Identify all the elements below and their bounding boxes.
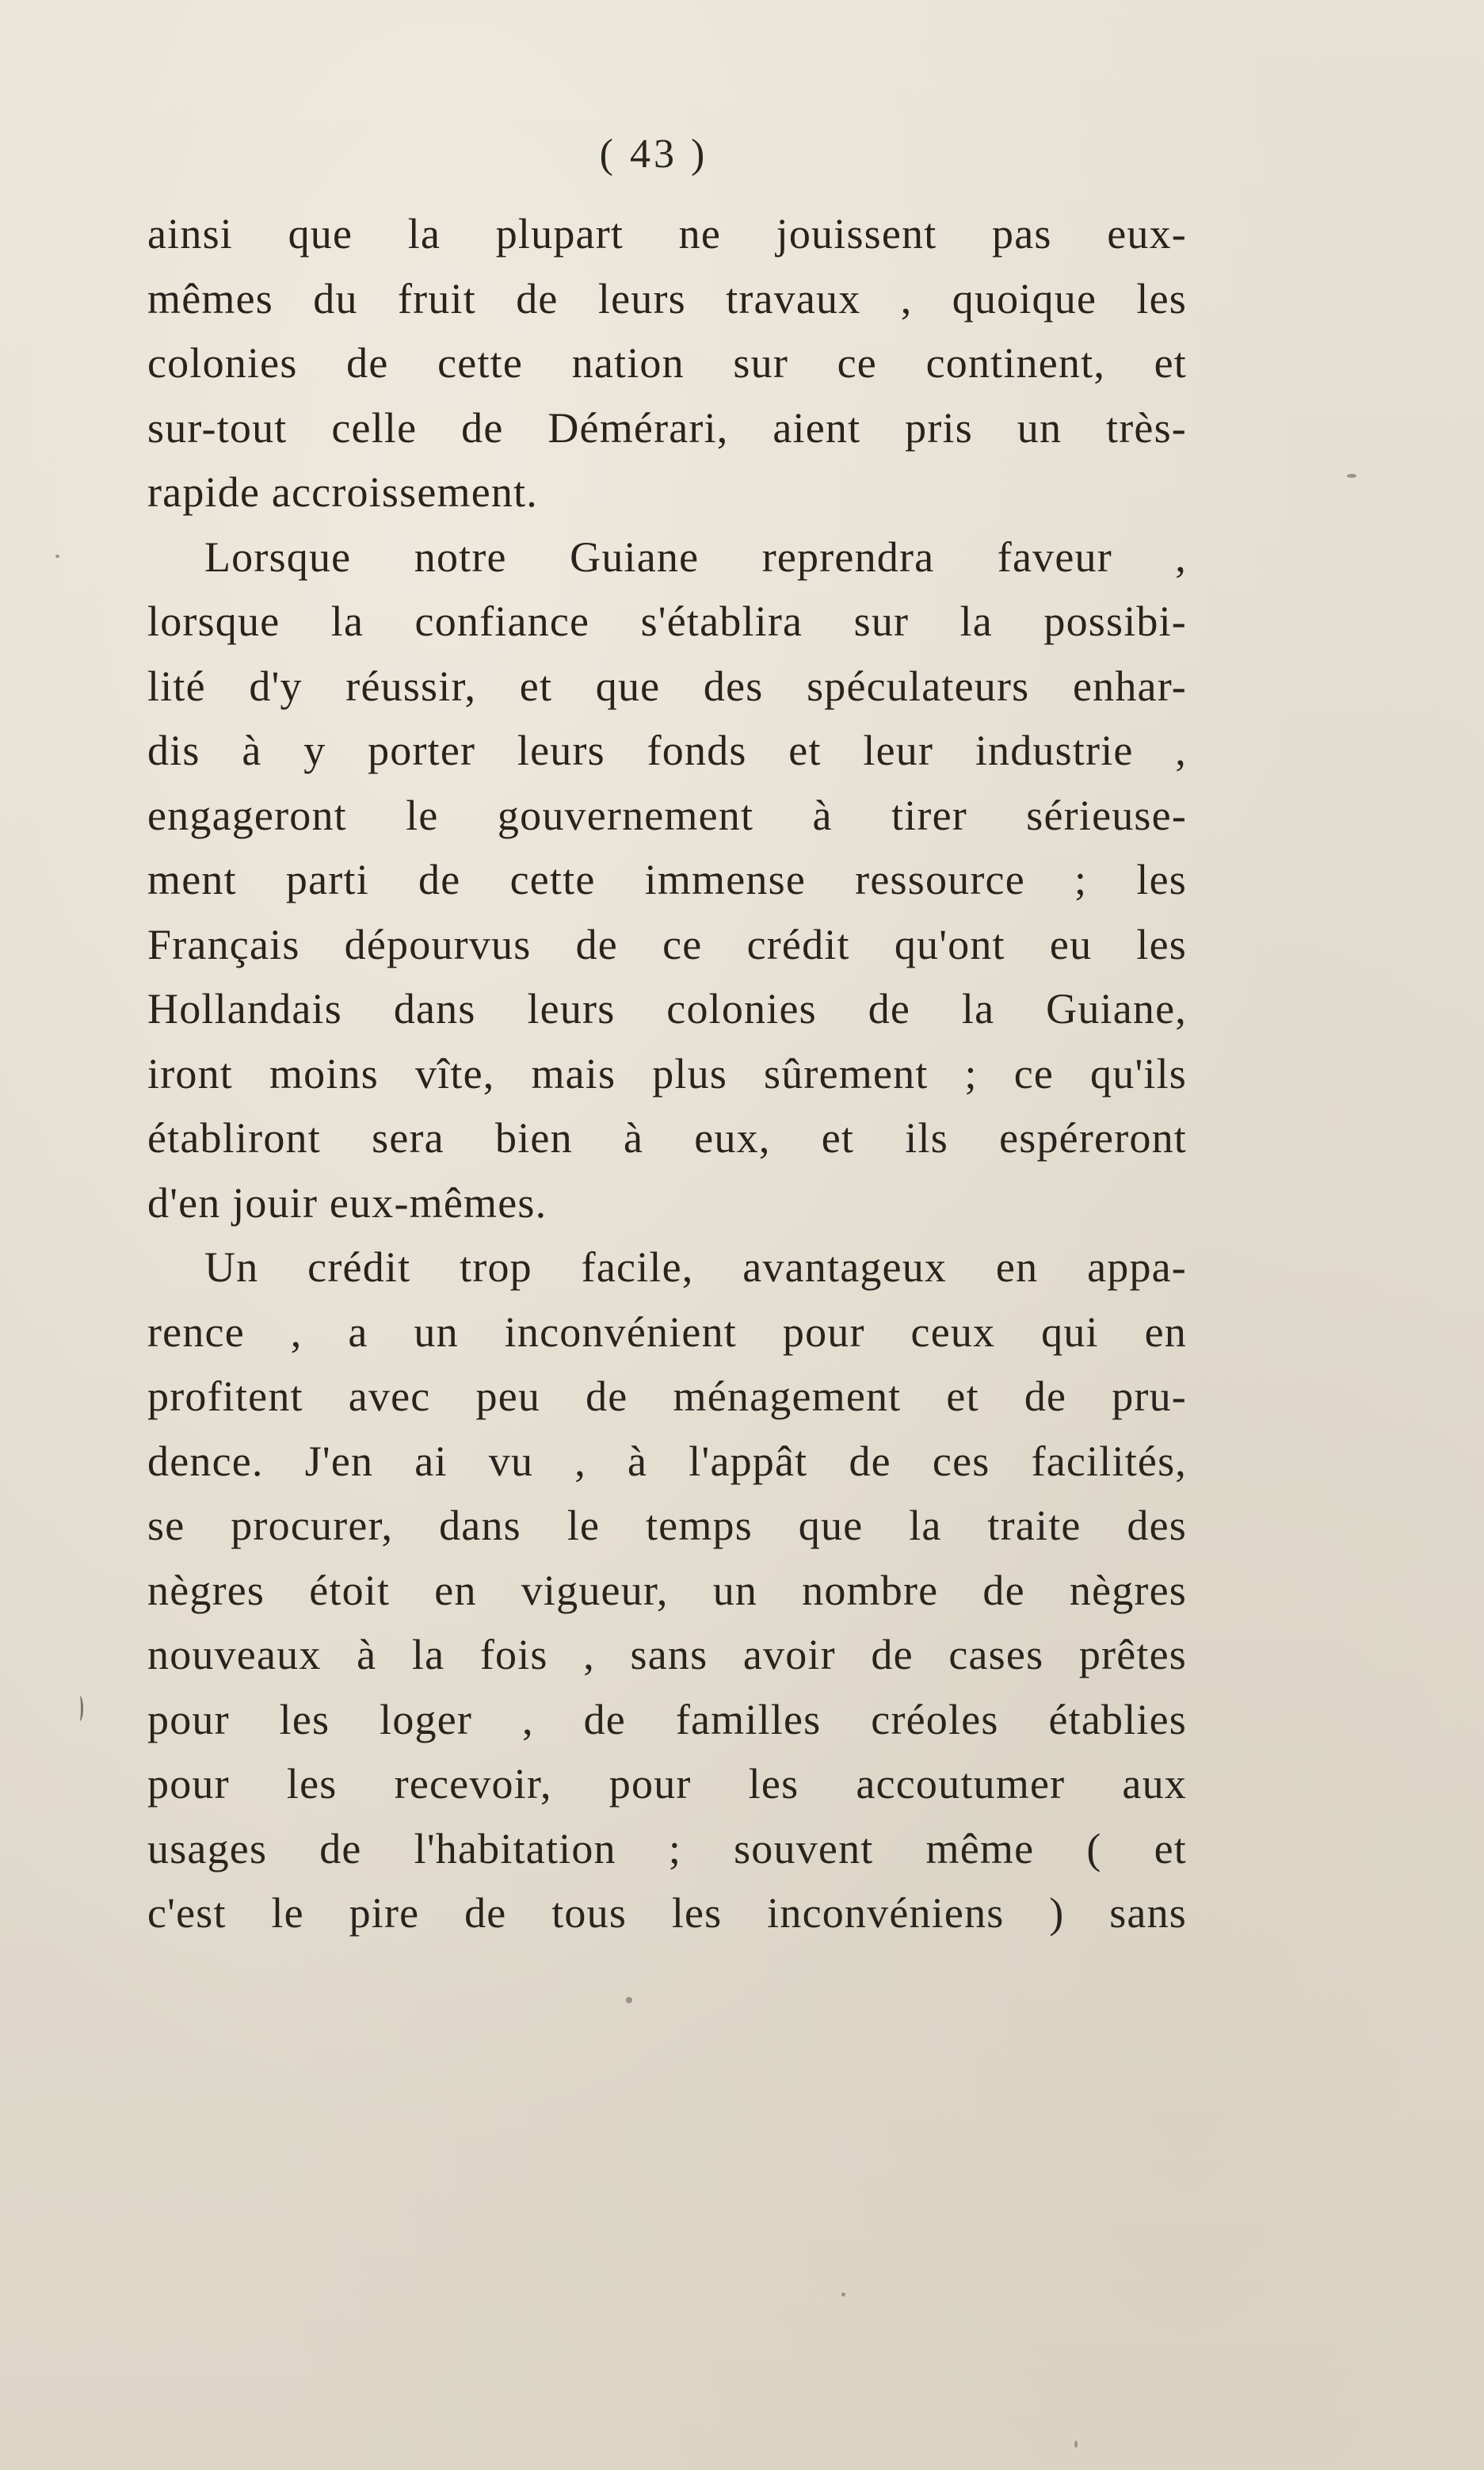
text-line: dis à y porter leurs fonds et leur industrie , xyxy=(147,727,1187,774)
text-line: Français dépourvus de ce crédit qu'ont eu les xyxy=(147,920,1187,968)
text-line: c'est le pire de tous les inconvéniens ) sans xyxy=(147,1889,1187,1937)
paper-speck xyxy=(626,1997,632,2003)
paper-speck xyxy=(841,2292,845,2296)
paper-speck xyxy=(1074,2441,1078,2448)
paragraph-start-line: Un crédit trop facile, avantageux en appa- xyxy=(204,1243,1187,1291)
text-line: Hollandais dans leurs colonies de la Guiane, xyxy=(147,985,1187,1033)
paper-speck xyxy=(1347,474,1356,478)
text-line: rence , a un inconvénient pour ceux qui en xyxy=(147,1308,1187,1356)
margin-mark xyxy=(76,1696,83,1721)
text-line: iront moins vîte, mais plus sûrement ; ce qu'ils xyxy=(147,1049,1187,1098)
text-line: pour les loger , de familles créoles établies xyxy=(147,1695,1187,1743)
text-line: engageront le gouvernement à tirer sérieuse- xyxy=(147,791,1187,839)
text-line: lité d'y réussir, et que des spéculateurs enhar- xyxy=(147,662,1187,710)
text-line: nègres étoit en vigueur, un nombre de nègres xyxy=(147,1566,1187,1614)
text-line: établiront sera bien à eux, et ils espéreront xyxy=(147,1114,1187,1162)
text-line: rapide accroissement. xyxy=(147,468,538,516)
text-line: nouveaux à la fois , sans avoir de cases prêtes xyxy=(147,1631,1187,1678)
paragraph-start-line: Lorsque notre Guiane reprendra faveur , xyxy=(204,533,1187,581)
text-line: ment parti de cette immense ressource ; les xyxy=(147,856,1187,903)
text-line: se procurer, dans le temps que la traite des xyxy=(147,1502,1187,1549)
text-line: sur-tout celle de Démérari, aient pris un très- xyxy=(147,403,1187,452)
text-line: mêmes du fruit de leurs travaux , quoique les xyxy=(147,274,1187,323)
text-line: lorsque la confiance s'établira sur la possibi- xyxy=(147,597,1187,645)
text-line: usages de l'habitation ; souvent même ( et xyxy=(147,1824,1187,1873)
text-line: ainsi que la plupart ne jouissent pas eux- xyxy=(147,210,1187,258)
page-number: ( 43 ) xyxy=(599,132,708,177)
text-line: d'en jouir eux-mêmes. xyxy=(147,1178,547,1227)
text-line: profitent avec peu de ménagement et de pru- xyxy=(147,1372,1187,1420)
text-line: dence. J'en ai vu , à l'appât de ces facilités, xyxy=(147,1437,1187,1485)
text-line: pour les recevoir, pour les accoutumer aux xyxy=(147,1760,1187,1808)
paper-speck xyxy=(55,555,59,558)
body-text xyxy=(147,202,1187,1946)
text-line: colonies de cette nation sur ce continent, et xyxy=(147,339,1187,387)
